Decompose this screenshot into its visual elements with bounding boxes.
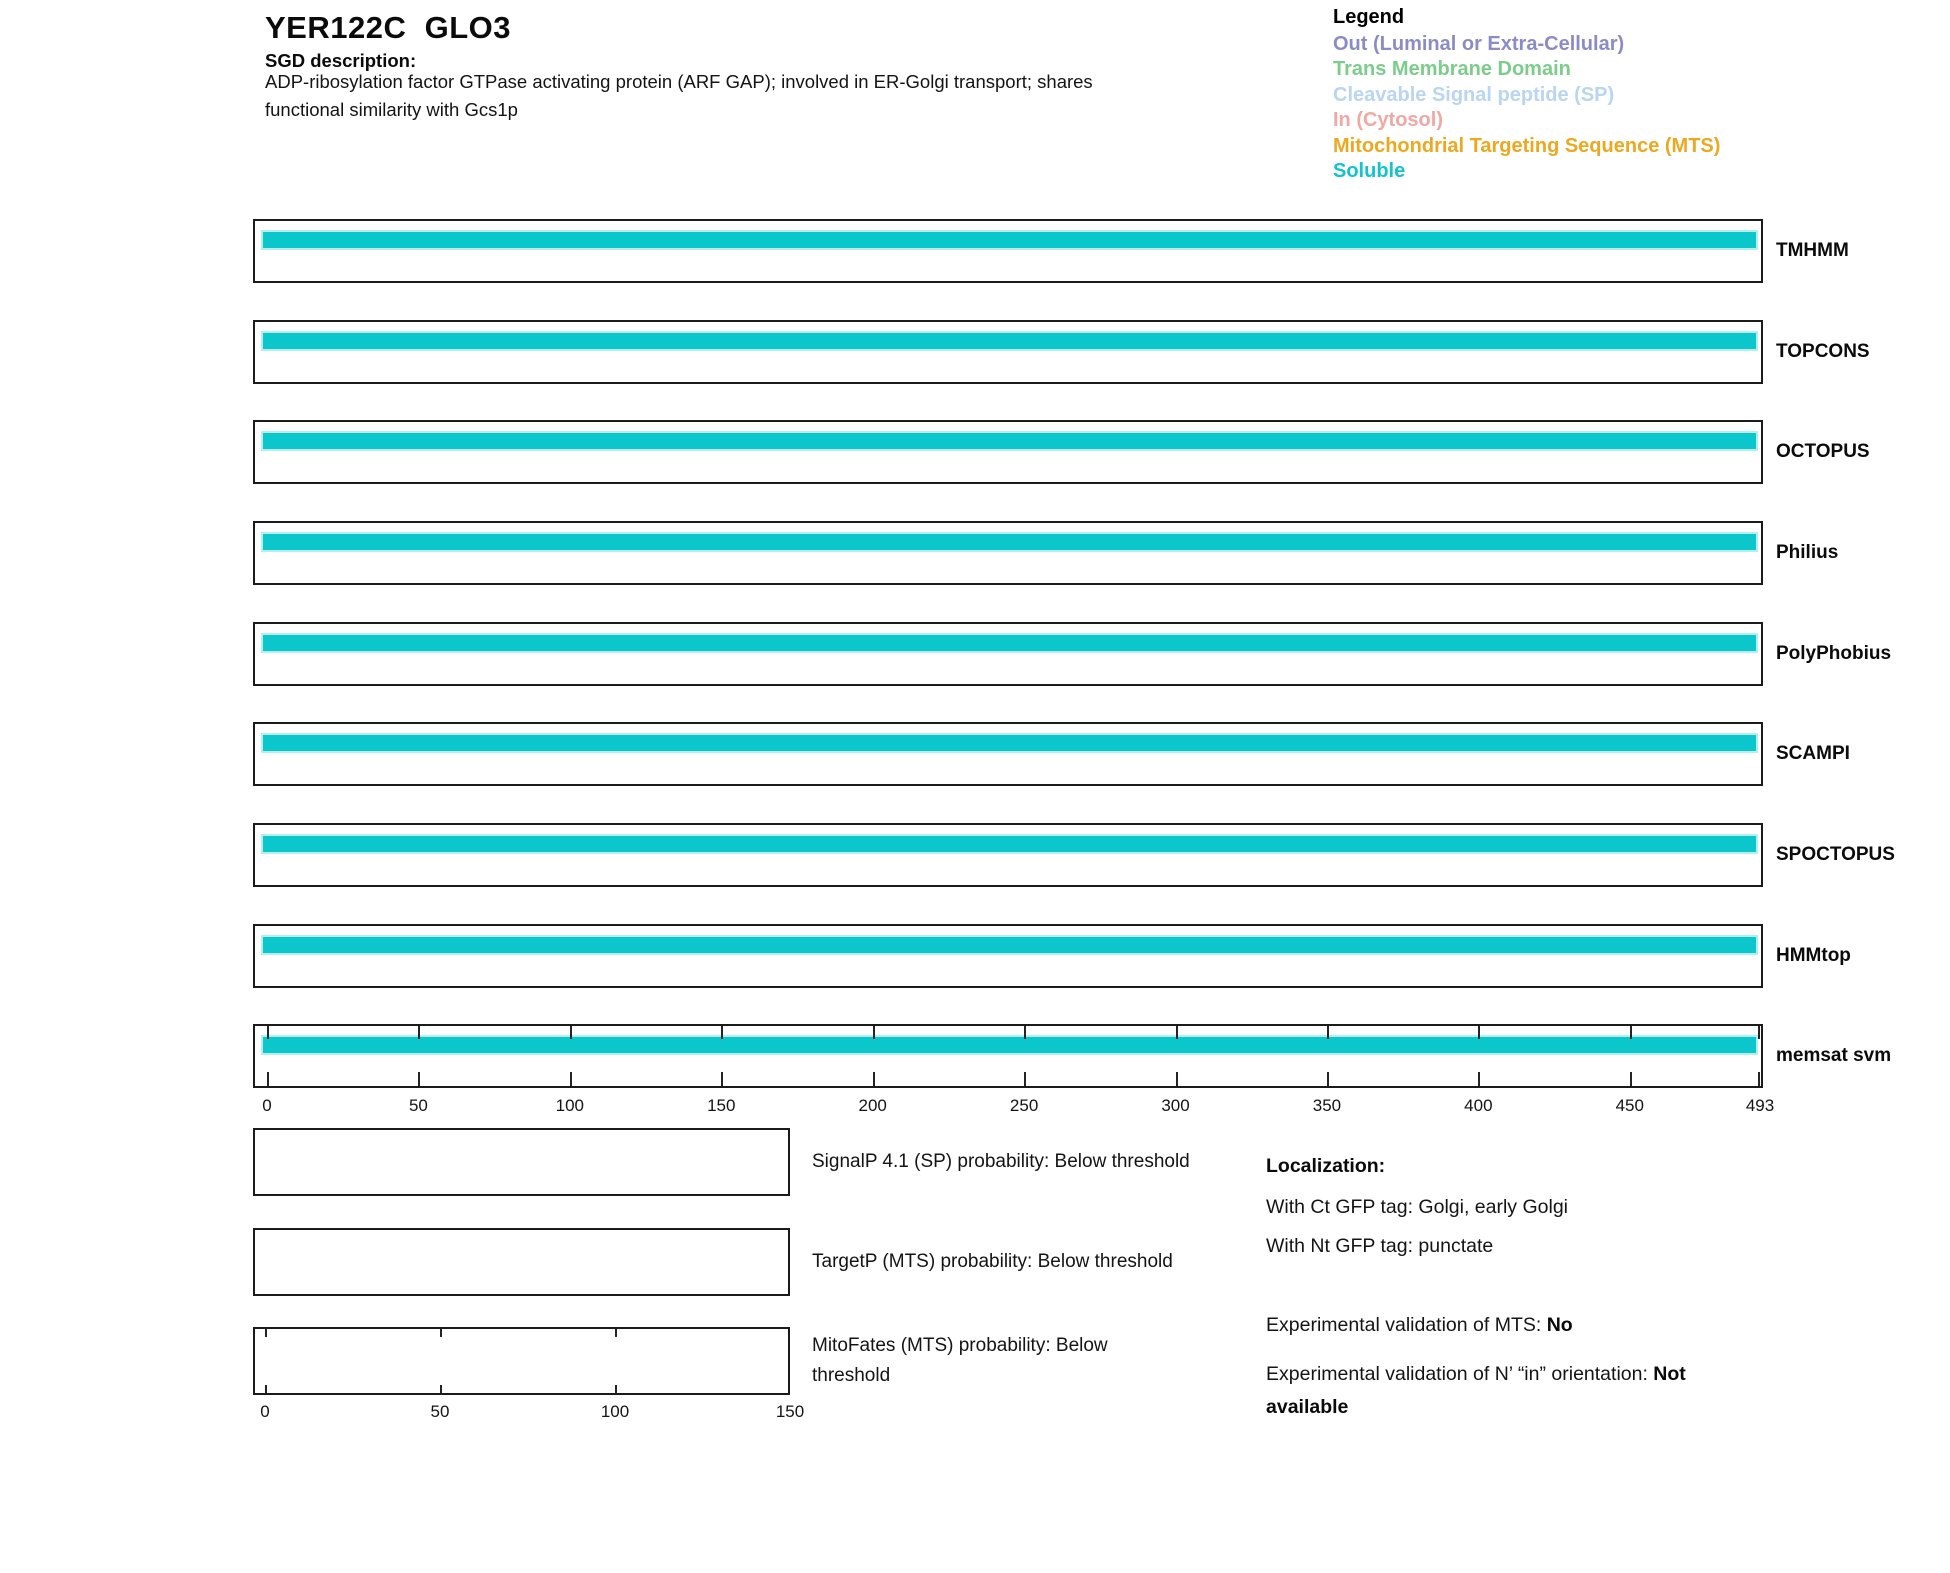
soluble-bar	[261, 633, 1758, 653]
axis-tick-bottom	[1327, 1072, 1329, 1086]
track-label-memsat-svm: memsat svm	[1776, 1045, 1892, 1066]
nin-validation-value: Not available	[1266, 1363, 1686, 1418]
track-label-octopus: OCTOPUS	[1776, 441, 1870, 462]
track-box-octopus	[253, 420, 1763, 484]
soluble-bar	[261, 431, 1758, 451]
probability-caption-targetp	[812, 1228, 1173, 1296]
axis-tick-top	[1758, 1026, 1760, 1039]
legend-item-2: Cleavable Signal peptide (SP)	[1333, 83, 1615, 106]
track-box-spoctopus	[253, 823, 1763, 887]
localization-header: Localization:	[1266, 1155, 1386, 1177]
legend-title: Legend	[1333, 6, 1405, 28]
axis-tick-top	[1024, 1026, 1026, 1039]
legend-list	[1333, 32, 1720, 184]
axis-tick-top	[1478, 1026, 1480, 1039]
axis-tick-bottom	[1478, 1072, 1480, 1086]
axis-tick-bottom	[1024, 1072, 1026, 1086]
probability-box-signalp	[253, 1128, 790, 1196]
sgd-description-line-1: ADP-ribosylation factor GTPase activating protein (ARF GAP); involved in ER-Golgi transport; shares	[265, 71, 1093, 92]
residue-axis-tick-label: 493	[1745, 1096, 1775, 1115]
track-label-spoctopus: SPOCTOPUS	[1776, 844, 1895, 865]
soluble-bar	[261, 230, 1758, 250]
probability-axis-tick-label: 150	[775, 1402, 805, 1421]
probability-caption-line: threshold	[812, 1365, 891, 1386]
legend-item-3: In (Cytosol)	[1333, 109, 1443, 132]
soluble-bar	[261, 935, 1758, 955]
probability-caption-line: SignalP 4.1 (SP) probability: Below threshold	[812, 1151, 1190, 1172]
track-label-hmmtop: HMMtop	[1776, 945, 1851, 966]
track-box-memsat-svm	[253, 1024, 1763, 1088]
mts-validation-line	[1266, 1314, 1573, 1337]
probability-caption-line: MitoFates (MTS) probability: Below	[812, 1335, 1108, 1356]
axis-tick-bottom	[570, 1072, 572, 1086]
axis-tick-top	[1176, 1026, 1178, 1039]
probability-caption-line: TargetP (MTS) probability: Below threshold	[812, 1251, 1173, 1272]
legend-item-0: Out (Luminal or Extra-Cellular)	[1333, 33, 1625, 55]
axis-tick-bottom	[873, 1072, 875, 1086]
track-label-scampi: SCAMPI	[1776, 743, 1850, 764]
nin-validation-line	[1266, 1358, 1736, 1424]
probability-axis-tick-label: 100	[600, 1402, 630, 1421]
track-label-topcons: TOPCONS	[1776, 341, 1870, 362]
nin-validation-label: Experimental validation of N’ “in” orientation:	[1266, 1363, 1654, 1385]
axis-tick-top	[721, 1026, 723, 1039]
sgd-description-line-2: functional similarity with Gcs1p	[265, 99, 518, 120]
residue-axis-tick-label: 50	[408, 1096, 428, 1115]
residue-axis-tick-label: 350	[1312, 1096, 1342, 1115]
soluble-bar	[261, 331, 1758, 351]
track-label-philius: Philius	[1776, 542, 1839, 563]
prob-axis-tick-bottom	[440, 1385, 442, 1393]
page-title: YER122C GLO3	[265, 10, 511, 45]
axis-tick-top	[1327, 1026, 1329, 1039]
sgd-description-label: SGD description:	[265, 50, 417, 71]
axis-tick-bottom	[721, 1072, 723, 1086]
residue-axis-tick-label: 0	[262, 1096, 272, 1115]
axis-tick-top	[418, 1026, 420, 1039]
axis-tick-bottom	[1630, 1072, 1632, 1086]
prob-axis-tick-bottom	[265, 1385, 267, 1393]
legend-item-5: Soluble	[1333, 160, 1406, 183]
prob-axis-tick-top	[265, 1329, 267, 1337]
probability-axis-tick-label: 50	[430, 1402, 450, 1421]
mts-validation-value: No	[1546, 1314, 1573, 1336]
axis-tick-bottom	[418, 1072, 420, 1086]
track-box-topcons	[253, 320, 1763, 384]
track-label-tmhmm: TMHMM	[1776, 240, 1849, 261]
probability-box-mitofates	[253, 1327, 790, 1395]
residue-axis-tick-label: 200	[858, 1096, 887, 1115]
prob-axis-tick-top	[615, 1329, 617, 1337]
residue-axis-tick-label: 250	[1009, 1096, 1039, 1115]
track-label-polyphobius: PolyPhobius	[1776, 643, 1892, 664]
track-box-philius	[253, 521, 1763, 585]
track-box-polyphobius	[253, 622, 1763, 686]
residue-axis-tick-label: 400	[1464, 1096, 1493, 1115]
prob-axis-tick-bottom	[615, 1385, 617, 1393]
probability-box-targetp	[253, 1228, 790, 1296]
soluble-bar	[261, 532, 1758, 552]
soluble-bar	[261, 733, 1758, 753]
axis-tick-top	[570, 1026, 572, 1039]
soluble-bar	[261, 834, 1758, 854]
axis-tick-bottom	[1176, 1072, 1178, 1086]
probability-caption-signalp	[812, 1128, 1190, 1196]
prob-axis-tick-top	[440, 1329, 442, 1337]
axis-tick-bottom	[1758, 1072, 1760, 1086]
axis-tick-bottom	[267, 1072, 269, 1086]
residue-axis-tick-label: 100	[555, 1096, 585, 1115]
track-box-tmhmm	[253, 219, 1763, 283]
residue-axis-tick-label: 150	[707, 1096, 736, 1115]
residue-axis-tick-label: 300	[1161, 1096, 1190, 1115]
legend-item-4: Mitochondrial Targeting Sequence (MTS)	[1333, 134, 1721, 157]
axis-tick-top	[267, 1026, 269, 1039]
track-box-scampi	[253, 722, 1763, 786]
mts-validation-label: Experimental validation of MTS:	[1266, 1314, 1547, 1336]
localization-ct-gfp: With Ct GFP tag: Golgi, early Golgi	[1266, 1196, 1568, 1218]
residue-axis-tick-label: 450	[1615, 1096, 1644, 1115]
probability-axis-tick-label: 0	[260, 1402, 270, 1421]
soluble-bar	[261, 1035, 1758, 1055]
axis-tick-top	[1630, 1026, 1632, 1039]
localization-nt-gfp: With Nt GFP tag: punctate	[1266, 1235, 1494, 1257]
track-box-hmmtop	[253, 924, 1763, 988]
legend-item-1: Trans Membrane Domain	[1333, 58, 1571, 81]
probability-caption-mitofates	[812, 1327, 1108, 1395]
axis-tick-top	[873, 1026, 875, 1039]
